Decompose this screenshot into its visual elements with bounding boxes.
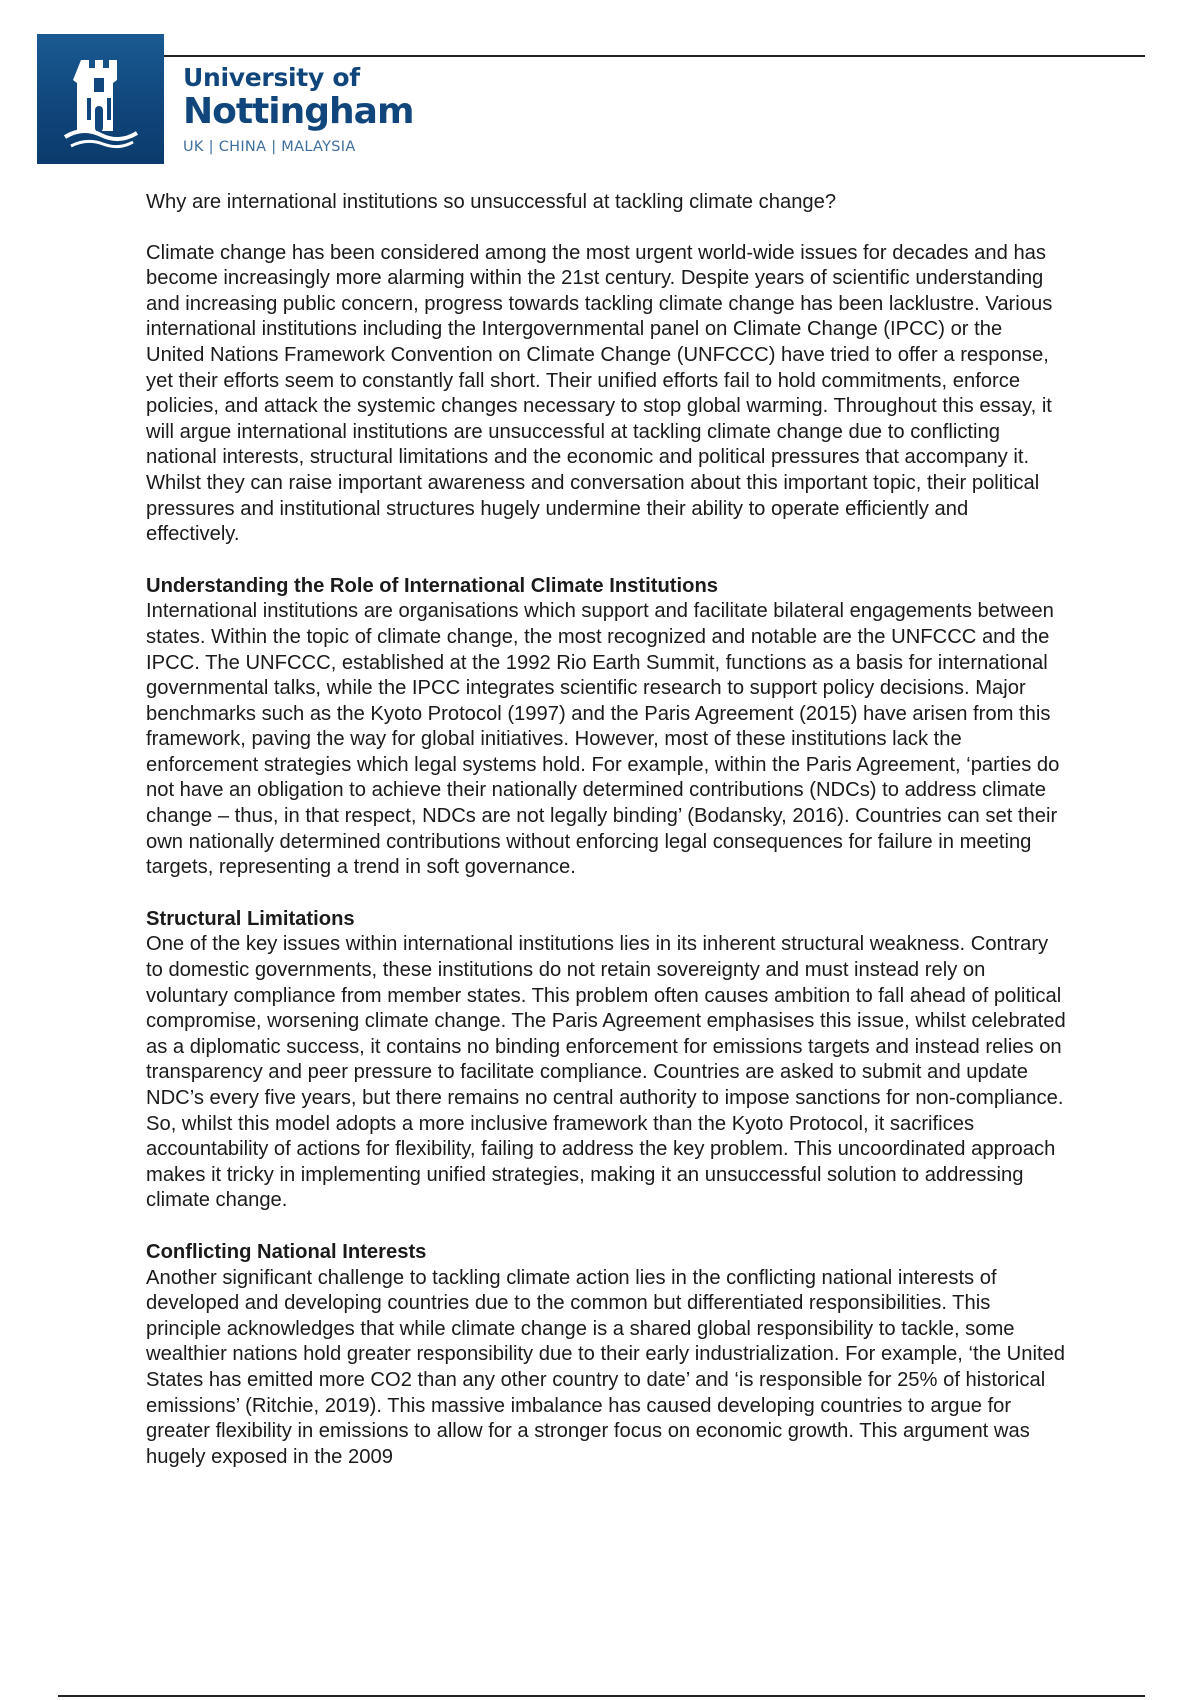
section-heading: Understanding the Role of International Climate Institutions xyxy=(146,574,719,597)
logo-nottingham: Nottingham xyxy=(183,91,414,132)
section-heading: Conflicting National Interests xyxy=(146,1240,427,1263)
logo-wordmark xyxy=(183,64,413,156)
section-structural-limitations xyxy=(146,907,1066,1214)
logo-campuses: UK | CHINA | MALAYSIA xyxy=(183,139,356,155)
section-heading: Structural Limitations xyxy=(146,907,355,930)
intro-paragraph: Climate change has been considered among the most urgent world-wide issues for decades and has become increasingly more alarming within the 21st century. Despite years of scientific understanding and increasing public concern, progress towards tackling climate change has been lacklustre. Various international institutions including the Intergovernmental panel on Climate Change (IPCC) or the United Nations Framework Convention on Climate Change (UNFCCC) have tried to offer a response, yet their efforts seem to constantly fall short. Their unified efforts fail to hold commitments, enforce policies, and attack the systemic changes necessary to stop global warming. Throughout this essay, it will argue international institutions are unsuccessful at tackling climate change due to conflicting national interests, structural limitations and the economic and political pressures that accompany it. Whilst they can raise important awareness and conversation about this important topic, their political pressures and institutional structures hugely undermine their ability to operate efficiently and effectively. xyxy=(146,241,1053,546)
essay-title: Why are international institutions so unsuccessful at tackling climate change? xyxy=(146,191,837,213)
section-paragraph: Another significant challenge to tackling climate action lies in the conflicting national interests of developed and developing countries due to the common but differentiated responsibilities. This principle acknowledges that while climate change is a shared global responsibility to tackle, some wealthier nations hold greater responsibility due to their early industrialization. For example, ‘the United States has emitted more CO2 than any other country to date’ and ‘is responsible for 25% of historical emissions’ (Ritchie, 2019). This massive imbalance has caused developing countries to argue for greater flexibility in emissions to allow for a stronger focus on economic growth. This argument was hugely exposed in the 2009 xyxy=(146,1266,1066,1468)
logo-university-of: University of xyxy=(183,63,360,92)
section-role-of-institutions xyxy=(146,574,1066,881)
castle-crest-icon xyxy=(37,34,164,164)
footer-rule xyxy=(58,1695,1145,1697)
section-paragraph: One of the key issues within international institutions lies in its inherent structural weakness. Contrary to domestic governments, these institutions do not retain sovereignty and must instead rely on voluntary compliance from member states. This problem often causes ambition to fall ahead of political compromise, worsening climate change. The Paris Agreement emphasises this issue, whilst celebrated as a diplomatic success, it contains no binding enforcement for emissions targets and instead relies on transparency and peer pressure to facilitate compliance. Countries are asked to submit and update NDC’s every five years, but there remains no central authority to impose sanctions for non-compliance. So, whilst this model adopts a more inclusive framework than the Kyoto Protocol, it sacrifices accountability of actions for flexibility, failing to address the key problem. This uncoordinated approach makes it tricky in implementing unified strategies, making it an unsuccessful solution to addressing climate change. xyxy=(146,933,1066,1212)
section-paragraph: International institutions are organisations which support and facilitate bilateral engagements between states. Within the topic of climate change, the most recognized and notable are the UNFCCC and the IPCC. The UNFCCC, established at the 1992 Rio Earth Summit, functions as a basis for international governmental talks, while the IPCC integrates scientific research to support policy decisions. Major benchmarks such as the Kyoto Protocol (1997) and the Paris Agreement (2015) have arisen from this framework, paving the way for global initiatives. However, most of these institutions lack the enforcement strategies which legal systems hold. For example, within the Paris Agreement, ‘parties do not have an obligation to achieve their nationally determined contributions (NDCs) to address climate change – thus, in that respect, NDCs are not legally binding’ (Bodansky, 2016). Countries can set their own nationally determined contributions without enforcing legal consequences for failure in meeting targets, representing a trend in soft governance. xyxy=(146,600,1060,879)
section-conflicting-interests xyxy=(146,1240,1066,1470)
essay-body xyxy=(146,190,1066,1496)
university-logo xyxy=(37,34,414,166)
